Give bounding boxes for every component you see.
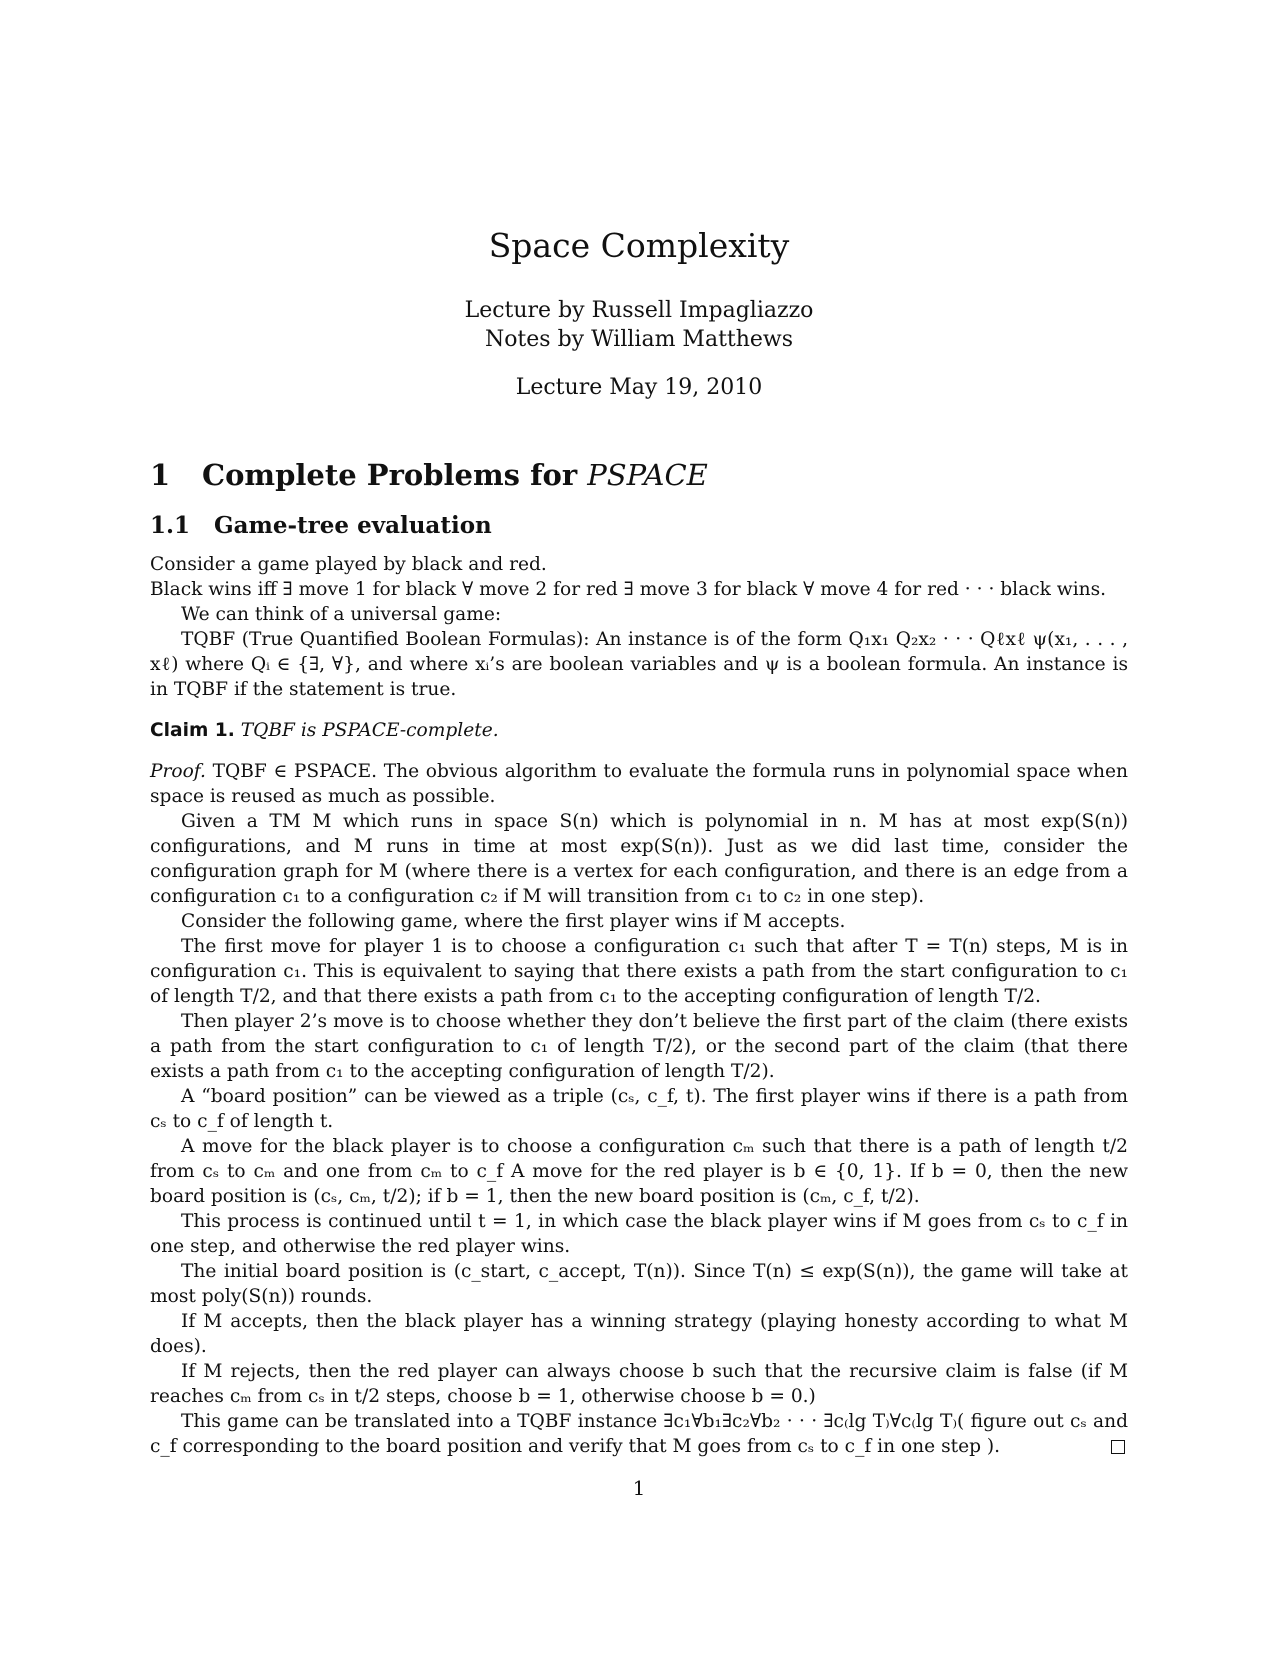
- claim-text: TQBF is PSPACE-complete.: [240, 720, 499, 741]
- paragraph: Consider the following game, where the first player wins if M accepts.: [181, 911, 846, 932]
- paragraph: This process is continued until t = 1, in which case the black player wins if M goes from cₛ to c_f in one step, and otherwise the red player wins.: [150, 1211, 1128, 1257]
- body-text: [150, 552, 1128, 1459]
- final-paragraph-text: This game can be translated into a TQBF instance ∃c₁∀b₁∃c₂∀b₂ · · · ∃c₍lg T₎∀c₍lg T₎( figure out cₛ and c_f corresponding to the board position and verify that M goes from cₛ to c_f in one step ).: [150, 1411, 1128, 1457]
- note-taker-line: Notes by William Matthews: [484, 327, 794, 352]
- section-heading: [150, 458, 708, 492]
- paragraph: Then player 2’s move is to choose whether they don’t believe the first part of the claim (there exists a path from the start configuration to c₁ of length T/2), or the second part of the claim (that there exists a path from c₁ to the accepting configuration of length T/2).: [150, 1011, 1128, 1082]
- paragraph: If M rejects, then the red player can always choose b such that the recursive claim is false (if M reaches cₘ from cₛ in t/2 steps, choose b = 1, otherwise choose b = 0.): [150, 1361, 1128, 1407]
- subsection-number: 1.1: [150, 512, 191, 539]
- paragraph: The first move for player 1 is to choose a configuration c₁ such that after T = T(n) steps, M is in configuration c₁. This is equivalent to saying that there exists a path from the start configuration to c₁ of length T/2, and that there exists a path from c₁ to the accepting configuration of length T/2.: [150, 936, 1128, 1007]
- proof-text: TQBF ∈ PSPACE. The obvious algorithm to evaluate the formula runs in polynomial space when space is reused as much as possible.: [150, 761, 1128, 807]
- paragraph: Black wins iff ∃ move 1 for black ∀ move 2 for red ∃ move 3 for black ∀ move 4 for red · · · black wins.: [150, 579, 1107, 600]
- qed-square-icon: [1111, 1440, 1125, 1454]
- lecture-date: Lecture May 19, 2010: [515, 375, 763, 400]
- proof-paragraph: [150, 759, 1128, 809]
- paragraph: The initial board position is (c_start, c_accept, T(n)). Since T(n) ≤ exp(S(n)), the game will take at most poly(S(n)) rounds.: [150, 1261, 1128, 1307]
- paragraph: A move for the black player is to choose a configuration cₘ such that there is a path of length t/2 from cₛ to cₘ and one from cₘ to c_f A move for the red player is b ∈ {0, 1}. If b = 0, then the new board position is (cₛ, cₘ, t/2); if b = 1, then the new board position is (cₘ, c_f, t/2).: [150, 1136, 1128, 1207]
- paragraph: We can think of a universal game:: [181, 604, 502, 625]
- page-number: 1: [632, 1476, 646, 1500]
- claim: [150, 718, 1128, 743]
- section-title: Complete Problems for: [202, 458, 578, 492]
- section-number: 1: [150, 458, 171, 492]
- proof-label: Proof.: [150, 761, 206, 782]
- paragraph: A “board position” can be viewed as a triple (cₛ, c_f, t). The first player wins if there is a path from cₛ to c_f of length t.: [150, 1086, 1128, 1132]
- paragraph: Consider a game played by black and red.: [150, 554, 547, 575]
- paragraph: If M accepts, then the black player has a winning strategy (playing honesty according to what M does).: [150, 1311, 1128, 1357]
- paragraph: Given a TM M which runs in space S(n) which is polynomial in n. M has at most exp(S(n)) configurations, and M runs in time at most exp(S(n)). Just as we did last time, consider the configuration graph for M (where there is a vertex for each configuration, and there is an edge from a configuration c₁ to a configuration c₂ if M will transition from c₁ to c₂ in one step).: [150, 811, 1128, 907]
- subsection-heading: [150, 512, 492, 540]
- paper-title: Space Complexity: [488, 226, 790, 265]
- section-title-italic: PSPACE: [587, 458, 708, 492]
- authors-block: [150, 296, 1128, 354]
- lecturer-line: Lecture by Russell Impagliazzo: [464, 298, 814, 323]
- final-paragraph: [150, 1409, 1128, 1459]
- paragraph: TQBF (True Quantified Boolean Formulas): An instance is of the form Q₁x₁ Q₂x₂ · · · Qℓxℓ ψ(x₁, . . . , xℓ) where Qᵢ ∈ {∃, ∀}, and where xᵢ’s are boolean variables and ψ is a boolean formula. An instance is in TQBF if the statement is true.: [150, 629, 1128, 700]
- subsection-title: Game-tree evaluation: [214, 512, 492, 539]
- claim-label: Claim 1.: [150, 720, 235, 741]
